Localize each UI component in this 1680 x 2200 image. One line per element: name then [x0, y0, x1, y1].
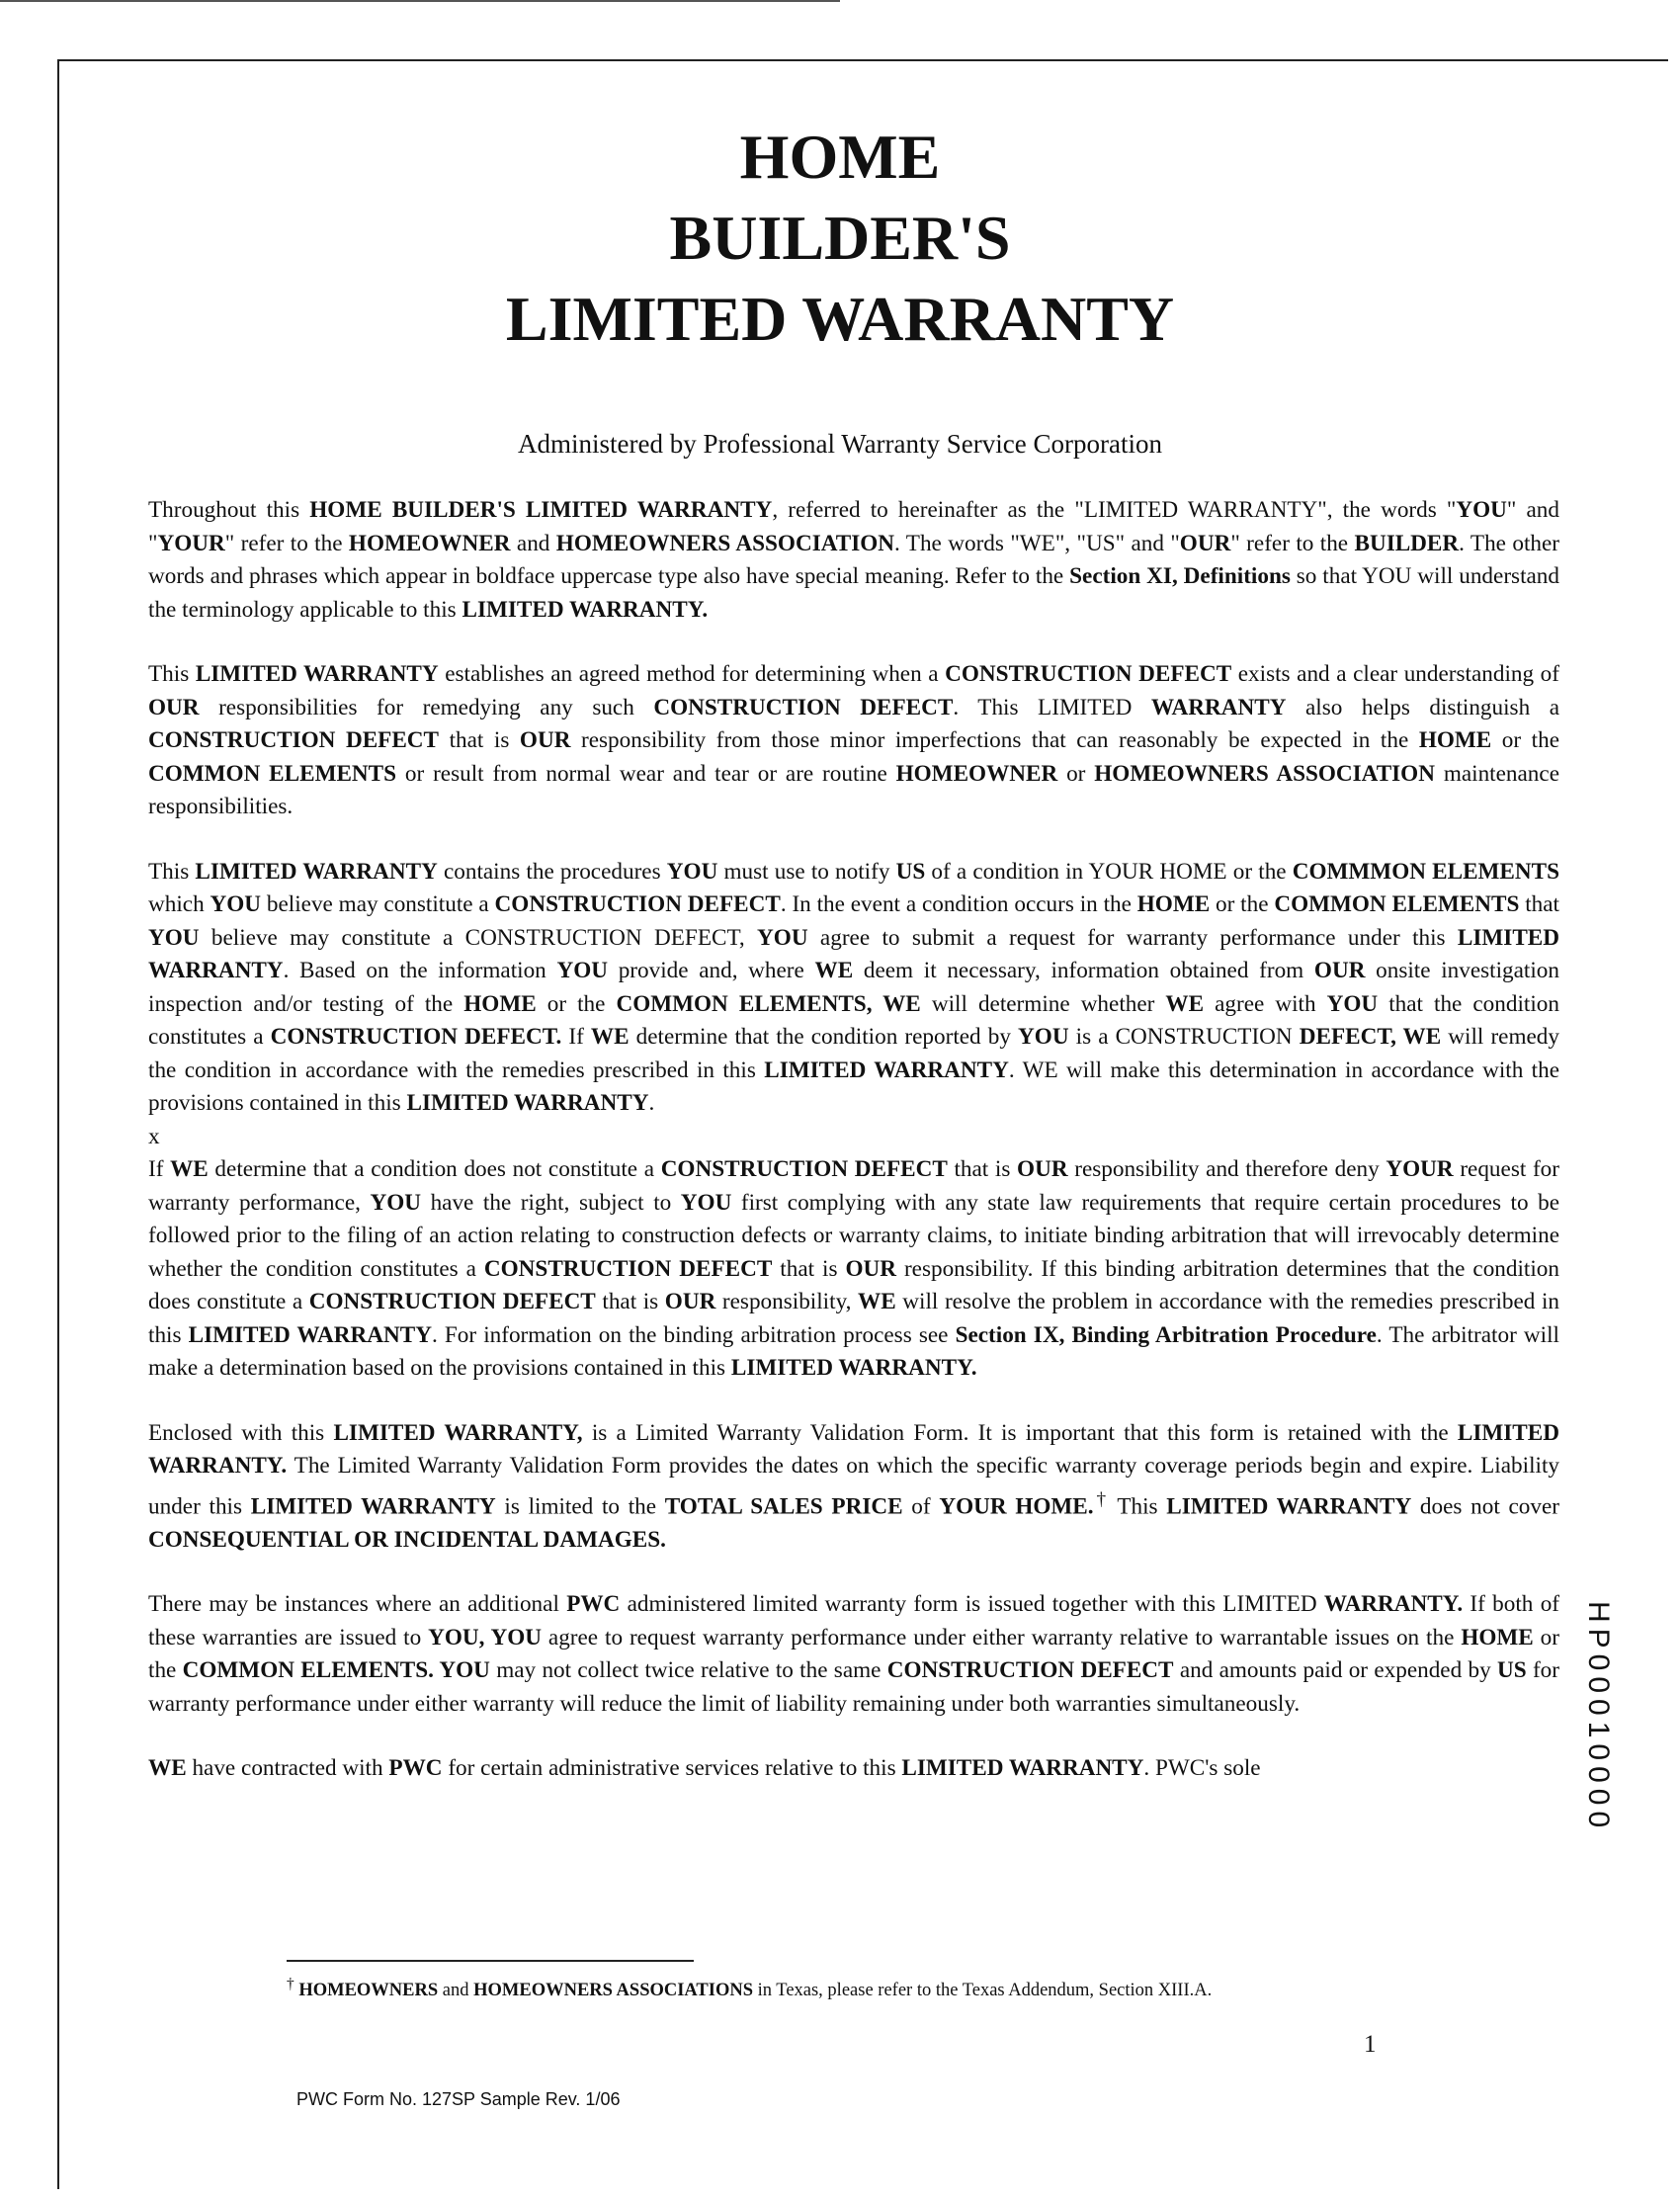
text-run: for warranty performance under either warranty will reduce the limit of liability remaining under both warranties simultaneously.: [148, 1657, 1559, 1717]
bold-term: LIMITED WARRANTY,: [333, 1419, 583, 1446]
paragraph-purpose: [148, 658, 1559, 824]
bold-term: YOU: [1326, 990, 1379, 1017]
text-run: is limited to the: [495, 1493, 665, 1520]
text-run: will remedy the condition in accordance with the remedies prescribed in this: [148, 1024, 1559, 1083]
text-run: or the: [1210, 891, 1275, 917]
text-run: " refer to the: [224, 530, 349, 556]
text-run: or: [1057, 760, 1095, 787]
text-run: . The words "WE", "US" and ": [894, 530, 1180, 556]
footnote-dagger: †: [1093, 1488, 1110, 1510]
text-run: request for warranty performance,: [148, 1156, 1559, 1216]
text-run: or the: [536, 990, 617, 1017]
text-run: Enclosed with this: [148, 1419, 334, 1446]
bold-term: HOMEOWNER: [348, 530, 511, 556]
text-run: believe may constitute a: [261, 891, 495, 917]
bold-term: LIMITED WARRANTY: [195, 858, 438, 885]
bold-term: CONSTRUCTION DEFECT: [945, 661, 1232, 687]
bold-term: YOU: [1456, 497, 1507, 523]
text-run: exists and a clear understanding of: [1231, 661, 1559, 687]
text-run: and: [438, 1981, 474, 2001]
bold-term: LIMITED WARRANTY: [195, 661, 439, 687]
bold-term: PWC: [388, 1755, 443, 1782]
bold-term: Section IX, Binding Arbitration Procedure: [955, 1321, 1377, 1348]
text-run: responsibility from those minor imperfections that can reasonably be expected in the: [570, 727, 1419, 753]
text-run: and: [510, 530, 556, 556]
bold-term: COMMON ELEMENTS: [1274, 891, 1520, 917]
bold-term: LIMITED WARRANTY.: [148, 1419, 1559, 1479]
bold-term: LIMITED WARRANTY: [188, 1321, 432, 1348]
body-text: [148, 494, 1559, 1786]
bold-term: OUR: [519, 727, 571, 753]
bold-term: WE: [814, 958, 854, 983]
text-run: will resolve the problem in accordance with the remedies prescribed in this: [148, 1289, 1559, 1348]
bold-term: OUR: [1313, 958, 1366, 983]
bold-term: Section XI, Definitions: [1069, 563, 1291, 589]
text-run: The Limited Warranty Validation Form provides the dates on which the specific warranty coverage periods begin and expire. Liability under this: [148, 1453, 1559, 1520]
text-run: onsite investigation inspection and/or testing of the: [148, 958, 1559, 1017]
bold-term: PWC: [566, 1591, 621, 1618]
text-run: will determine whether: [920, 990, 1166, 1017]
bold-term: BUILDER: [1354, 530, 1460, 556]
title-line-1: HOME: [739, 122, 941, 192]
bold-term: CONSTRUCTION DEFECT.: [270, 1024, 562, 1050]
text-run: If: [561, 1024, 591, 1050]
text-run: . Based on the information: [283, 958, 557, 983]
bold-term: HOME: [1136, 891, 1211, 917]
bold-term: WARRANTY: [1150, 694, 1287, 720]
text-run: have contracted with: [186, 1755, 389, 1782]
text-run: This: [1109, 1493, 1167, 1520]
footnote-divider: [287, 1960, 694, 1962]
bold-term: WE: [1165, 990, 1205, 1017]
bold-term: YOUR: [157, 530, 225, 556]
document-subtitle: Administered by Professional Warranty Service Corporation: [518, 429, 1162, 459]
text-run: This: [148, 661, 196, 687]
bold-term: COMMON ELEMENTS, WE: [616, 990, 921, 1017]
text-run: must use to notify: [717, 858, 896, 885]
text-run: contains the procedures: [437, 858, 667, 885]
text-run: If both of these warranties are issued to: [148, 1591, 1560, 1650]
bold-term: HOME: [1418, 727, 1492, 753]
bold-term: YOU, YOU: [428, 1624, 542, 1650]
text-run: believe may constitute a CONSTRUCTION DEFECT,: [199, 924, 758, 951]
bold-term: COMMON ELEMENTS. YOU: [182, 1657, 490, 1684]
bold-term: CONSTRUCTION DEFECT: [660, 1156, 948, 1182]
bold-term: LIMITED WARRANTY: [406, 1090, 649, 1116]
text-run: . The arbitrator will make a determination based on the provisions contained in this: [148, 1321, 1559, 1381]
bold-term: LIMITED WARRANTY.: [462, 596, 709, 623]
bold-term: LIMITED WARRANTY: [901, 1755, 1144, 1782]
bold-term: WE: [148, 1755, 187, 1782]
text-run: that is: [772, 1255, 846, 1282]
text-run: . In the event a condition occurs in the: [780, 891, 1137, 917]
text-run: or the: [1491, 727, 1560, 753]
bold-term: YOU: [556, 958, 608, 983]
scan-edge-line: [0, 0, 840, 2]
bold-term: DEFECT, WE: [1299, 1024, 1442, 1050]
text-run: or the: [148, 1624, 1559, 1684]
bold-term: US: [895, 858, 926, 885]
bold-term: YOU: [757, 924, 808, 951]
page-number: 1: [1364, 2031, 1377, 2058]
bold-term: OUR: [664, 1289, 716, 1314]
text-run: If: [148, 1156, 171, 1182]
text-run: There may be instances where an additional: [148, 1591, 567, 1618]
text-run: maintenance responsibilities.: [148, 760, 1559, 819]
bold-term: HOME BUILDER'S LIMITED WARRANTY: [309, 497, 773, 523]
bold-term: WE: [590, 1024, 630, 1050]
bold-term: CONSTRUCTION DEFECT: [494, 891, 781, 917]
paragraph-definitions: [148, 494, 1559, 627]
bold-term: CONSTRUCTION DEFECT: [483, 1255, 773, 1282]
text-run: .: [648, 1090, 655, 1116]
bold-term: HOMEOWNERS ASSOCIATION: [555, 530, 895, 556]
bold-term: COMMON ELEMENTS: [148, 760, 397, 787]
text-run: " refer to the: [1230, 530, 1355, 556]
bold-term: CONSTRUCTION DEFECT: [308, 1289, 596, 1314]
bold-term: YOU: [1018, 1024, 1069, 1050]
bold-term: CONSTRUCTION DEFECT: [886, 1657, 1174, 1684]
margin-marker: x: [148, 1123, 160, 1149]
bold-term: YOU: [680, 1189, 732, 1216]
paragraph-validation-form: [148, 1417, 1559, 1558]
bold-term: WE: [170, 1156, 209, 1182]
paragraph-procedures: [148, 856, 1559, 1121]
title-line-2: BUILDER'S: [669, 203, 1011, 273]
text-run: This: [148, 858, 196, 885]
text-run: of a condition in YOUR HOME or the: [925, 858, 1293, 885]
text-run: also helps distinguish a: [1286, 694, 1560, 720]
text-run: first complying with any state law requirements that require certain procedures to be followed prior to the filing of an action relating to construction defects or warranty claims, to initiate binding arbitration that will irrevocably determine whether the condition constitutes a: [148, 1189, 1560, 1282]
bold-term: HOMEOWNER: [895, 760, 1058, 787]
bold-term: LIMITED WARRANTY: [764, 1057, 1009, 1083]
text-run: responsibilities for remedying any such: [199, 694, 654, 720]
text-run: so that YOU will understand the terminology applicable to this: [148, 563, 1559, 623]
bold-term: LIMITED WARRANTY.: [730, 1355, 977, 1381]
text-run: " and ": [148, 497, 1559, 556]
bold-term: OUR: [1017, 1156, 1068, 1182]
text-run: . PWC's sole: [1143, 1755, 1261, 1782]
bold-term: YOUR HOME.: [939, 1493, 1094, 1520]
text-run: that the condition constitutes a: [148, 990, 1559, 1050]
bold-term: CONSTRUCTION DEFECT: [653, 694, 954, 720]
bold-term: YOU: [370, 1189, 422, 1216]
text-run: Throughout this: [148, 497, 310, 523]
text-run: provide and, where: [608, 958, 815, 983]
bold-term: HOMEOWNERS: [298, 1981, 439, 2001]
bold-term: HOME: [463, 990, 537, 1017]
form-identifier: PWC Form No. 127SP Sample Rev. 1/06: [296, 2089, 621, 2109]
text-run: determine that a condition does not constitute a: [208, 1156, 661, 1182]
text-run: responsibility. If this binding arbitration determines that the condition does constitute a: [148, 1255, 1559, 1314]
text-run: have the right, subject to: [421, 1189, 681, 1216]
bold-term: HOME: [1461, 1624, 1534, 1650]
text-run: and amounts paid or expended by: [1173, 1657, 1497, 1684]
bold-term: OUR: [148, 694, 200, 720]
paragraph-arbitration: [148, 1153, 1559, 1386]
text-run: , referred to hereinafter as the "LIMITED WARRANTY", the words ": [772, 497, 1457, 523]
text-run: which: [148, 891, 210, 917]
text-run: may not collect twice relative to the same: [489, 1657, 887, 1684]
footnote-dagger: †: [287, 1976, 294, 1992]
bold-term: COMMMON ELEMENTS: [1292, 858, 1559, 885]
bold-term: CONSTRUCTION DEFECT: [148, 727, 440, 753]
bold-term: LIMITED WARRANTY: [250, 1493, 496, 1520]
bold-term: HOMEOWNERS ASSOCIATION: [1094, 760, 1435, 787]
paragraph-pwc-services: [148, 1752, 1559, 1786]
bold-term: YOU: [666, 858, 718, 885]
bold-term: LIMITED WARRANTY: [1166, 1493, 1412, 1520]
text-run: that is: [439, 727, 520, 753]
text-run: that is: [595, 1289, 665, 1314]
text-run: agree to submit a request for warranty performance under this: [807, 924, 1458, 951]
bates-stamp: HP00010000: [1582, 1601, 1615, 1834]
bold-term: US: [1496, 1657, 1527, 1684]
text-run: determine that the condition reported by: [629, 1024, 1019, 1050]
text-run: in Texas, please refer to the Texas Addendum, Section XIII.A.: [753, 1981, 1213, 2001]
text-run: is a CONSTRUCTION: [1068, 1024, 1300, 1050]
text-run: deem it necessary, information obtained from: [853, 958, 1314, 983]
bold-term: LIMITED WARRANTY: [148, 924, 1559, 983]
text-run: . This LIMITED: [953, 694, 1151, 720]
bold-term: OUR: [845, 1255, 896, 1282]
document-title: [0, 117, 1680, 360]
text-run: is a Limited Warranty Validation Form. It is important that this form is retained with the: [582, 1419, 1458, 1446]
footnote: [287, 1970, 1374, 2005]
paragraph-additional-warranty: [148, 1588, 1559, 1721]
bold-term: TOTAL SALES PRICE: [664, 1493, 903, 1520]
bold-term: OUR: [1179, 530, 1231, 556]
text-run: . For information on the binding arbitration process see: [431, 1321, 956, 1348]
bold-term: YOU: [148, 924, 200, 951]
title-line-3: LIMITED WARRANTY: [505, 284, 1175, 354]
bold-term: WARRANTY.: [1323, 1591, 1464, 1618]
text-run: of: [902, 1493, 940, 1520]
text-run: administered limited warranty form is issued together with this LIMITED: [620, 1591, 1324, 1618]
text-run: that is: [947, 1156, 1018, 1182]
text-run: for certain administrative services relative to this: [442, 1755, 902, 1782]
text-run: responsibility,: [715, 1289, 859, 1314]
bold-term: CONSEQUENTIAL OR INCIDENTAL DAMAGES.: [148, 1526, 666, 1553]
text-run: that: [1519, 891, 1559, 917]
text-run: responsibility and therefore deny: [1067, 1156, 1386, 1182]
text-run: agree with: [1204, 990, 1327, 1017]
text-run: or result from normal wear and tear or are routine: [396, 760, 896, 787]
bold-term: YOUR: [1386, 1156, 1454, 1182]
text-run: establishes an agreed method for determining when a: [438, 661, 946, 687]
text-run: does not cover: [1411, 1493, 1559, 1520]
bold-term: HOMEOWNERS ASSOCIATIONS: [473, 1981, 753, 2001]
text-run: . WE will make this determination in accordance with the provisions contained in this: [148, 1057, 1559, 1116]
bold-term: WE: [858, 1289, 896, 1314]
text-run: agree to request warranty performance under either warranty relative to warrantable issues on the: [542, 1624, 1462, 1650]
text-run: . The other words and phrases which appear in boldface uppercase type also have special meaning. Refer to the: [148, 530, 1560, 589]
bold-term: YOU: [210, 891, 262, 917]
